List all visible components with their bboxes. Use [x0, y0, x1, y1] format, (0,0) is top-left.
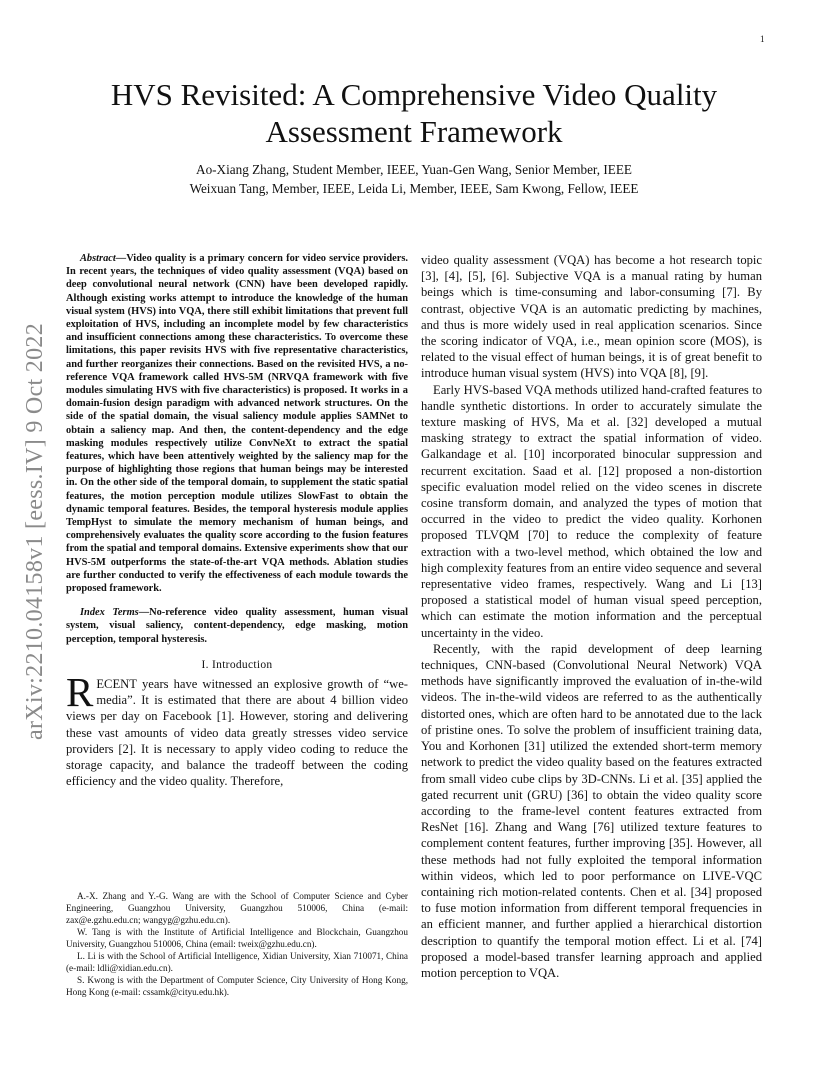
index-terms-label: Index Terms [80, 607, 139, 619]
arxiv-stamp [20, 296, 50, 766]
paper-title: HVS Revisited: A Comprehensive Video Quality Assessment Framework [110, 77, 718, 149]
abstract-text: Video quality is a primary concern for video service providers. In recent years, the techniques of video quality assessment (VQA) based on deep convolutional neural network (CNN) have been developed rapidly. Although existing works attempt to introduce the knowledge of the human visual system (HVS) into VQA, there still exhibit limitations that prevent full exploitation of HVS, including an incomplete model by few characteristics and insufficient connections among these characteristics. To overcome these limitations, this paper revisits HVS with five representative characteristics, and further reorganizes their connections. Based on the revisited HVS, a no-reference VQA framework called HVS-5M (NRVQA framework with five modules simulating HVS with five characteristics) is proposed. It works in a domain-fusion design paradigm with advanced network structures. On the side of the spatial domain, the visual saliency module applies SAMNet to obtain a saliency map. And then, the content-dependency and the edge masking modules respectively utilize ConvNeXt to extract the spatial features, which have been attentively weighted by the saliency map for the purpose of highlighting those regions that human beings may be interested in. On the other side of the temporal domain, to supplement the static spatial features, the motion perception module utilizes SlowFast to obtain the dynamic temporal features. Besides, the temporal hysteresis module applies TempHyst to simulate the memory mechanism of human beings, and comprehensively evaluates the quality score according to the fusion features from the spatial and temporal domains. Extensive experiments show that our HVS-5M outperforms the state-of-the-art VQA methods. Ablation studies are further conducted to verify the effectiveness of each module towards the proposed framework. [66, 253, 408, 595]
intro-paragraph [66, 668, 408, 789]
left-column [66, 252, 408, 789]
footnote: S. Kwong is with the Department of Computer Science, City University of Hong Kong, Hong Kong (e-mail: cssamk@cityu.edu.hk). [66, 975, 408, 997]
footnote: L. Li is with the School of Artificial Intelligence, Xidian University, Xian 710071, China (e-mail: ldli@xidian.edu.cn). [66, 951, 408, 973]
section-heading: I. Introduction [201, 658, 273, 671]
arxiv-id: arXiv:2210.04158v1 [eess.IV] 9 Oct 2022 [21, 322, 48, 740]
page-number: 1 [760, 34, 765, 44]
abstract [66, 252, 408, 595]
body-paragraph: Recently, with the rapid development of deep learning techniques, CNN-based (Convolutional Neural Network) VQA methods have significantly improved the evaluation of in-the-wild videos. The in-the-wild videos are referred to as the authentically distorted ones, which are often hard to be annotated due to the lack of pristine ones. To solve the problem of insufficient training data, You and Korhonen [31] utilized the extended short-term memory network to predict the video quality based on the features extracted from small video cube clips by 3D-CNNs. Li et al. [35] applied the gated recurrent unit (GRU) [36] to obtain the video quality score according to the frame-level content features extracted from ResNet [16]. Zhang and Wang [76] utilized texture features to complement content features, further improving [35]. However, all these methods had not fully exploited the temporal information within videos, which led to poor performance on LIVE-VQC containing rich motion-related contents. Chen et al. [34] proposed to fuse motion information from different temporal frequencies in an efficient manner, and further applied a hierarchical distortion description to quantify the temporal motion effect. Li et al. [74] proposed a model-based transfer learning approach and applied motion perception to VQA. [421, 641, 762, 980]
author-line-2: Weixuan Tang, Member, IEEE, Leida Li, Member, IEEE, Sam Kwong, Fellow, IEEE [189, 181, 639, 196]
body-paragraph: video quality assessment (VQA) has become a hot research topic [3], [4], [5], [6]. Subjective VQA is a manual rating by human beings which is time-consuming and labor-consuming [7]. By contrast, objective VQA is an automatic predicting by machines, and thus is more widely used in real application scenarios. Since the scoring indicator of VQA, i.e., mean opinion score (MOS), is related to the visual effect of human beings, it is of great benefit to introduce human visual system (HVS) into VQA [8], [9]. [421, 253, 762, 381]
index-terms-text: —No-reference video quality assessment, human visual system, visual saliency, content-dependency, edge masking, motion perception, temporal hysteresis. [66, 607, 408, 645]
abstract-label: Abstract— [80, 253, 127, 264]
right-column [421, 252, 762, 981]
footnote: A.-X. Zhang and Y.-G. Wang are with the School of Computer Science and Cyber Engineering, Guangzhou University, Guangzhou 510006, China (e-mail: zax@e.gzhu.edu.cn; wangyg@gzhu.edu.cn). [66, 891, 408, 925]
index-terms [66, 606, 408, 646]
footnote: W. Tang is with the Institute of Artificial Intelligence and Blockchain, Guangzhou University, Guangzhou 510006, China (email: tweix@gzhu.edu.cn). [66, 927, 408, 949]
footnotes [66, 890, 408, 998]
intro-text: years have witnessed an explosive growth of “we-media”. It is estimated that there are about 4 billion video views per day on Facebook [1]. However, storing and delivering these vast amounts of video data greatly stresses video service providers [2]. It is necessary to apply video coding to reduce the storage capacity, and balance the tradeoff between the coding efficiency and the video quality. Therefore, [66, 676, 408, 789]
author-line-1: Ao-Xiang Zhang, Student Member, IEEE, Yuan-Gen Wang, Senior Member, IEEE [196, 162, 632, 177]
body-paragraph: Early HVS-based VQA methods utilized hand-crafted features to handle synthetic distortions. In order to accurately simulate the texture masking of HVS, Ma et al. [32] developed a mutual masking strategy to extract the spatial information of video. Galkandage et al. [10] incorporated binocular suppression and recurrent excitation. Saad et al. [12] proposed a non-distortion specific evaluation model relied on the video scenes in discrete cosine transform domain, and analyzed the types of motion that occurred in the video to predict the video quality. Korhonen proposed TLVQM [70] to reduce the complexity of feature extraction with a two-level method, which obtained the low and high complexity features from an entire video sequence and several representative video frames, respectively. Wang and Li [13] proposed a statistical model of human visual speed perception, which can estimate the motion information and the perceptual uncertainty in the video. [421, 382, 762, 640]
author-list [60, 160, 768, 198]
intro-capword: ECENT [96, 676, 137, 691]
drop-cap: R [66, 668, 94, 715]
